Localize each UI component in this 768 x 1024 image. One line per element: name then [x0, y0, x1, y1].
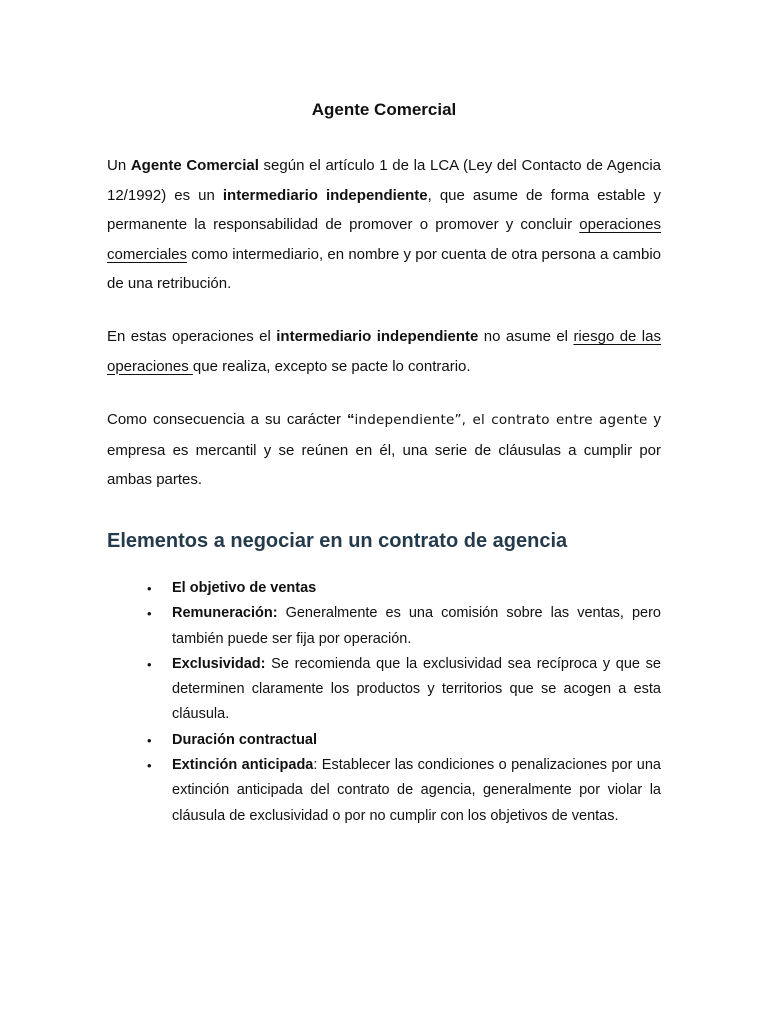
p1-text-1: Un [107, 157, 131, 174]
p2-text-2: no asume el [478, 328, 574, 345]
list-item [107, 753, 661, 829]
p2-text-3: que realiza, excepto se pacte lo contrario. [192, 357, 471, 375]
p1-text-3: , que asume de forma estable y permanente la responsabilidad de promover o promover y concluir [107, 186, 661, 233]
list-item-label: El objetivo de ventas [172, 580, 317, 596]
p1-text-4: como intermediario, en nombre y por cuenta de otra persona a cambio de una retribución. [107, 245, 661, 292]
list-item [107, 728, 661, 753]
paragraph-consequence [107, 405, 661, 495]
p1-text-2: según el artículo 1 de la LCA (Ley del Contacto de Agencia 12/1992) es un [107, 157, 661, 204]
p2-text-1: En estas operaciones el [107, 328, 277, 345]
p3-mono-independiente: independiente”, el contrato entre agente [354, 412, 648, 428]
p3-bold-quote: “ [346, 411, 355, 428]
list-item [107, 652, 661, 728]
bullet-icon: • [147, 656, 152, 672]
bullet-icon: • [147, 606, 152, 622]
list-item-label: Duración contractual [172, 731, 318, 748]
paragraph-risk [107, 322, 661, 381]
list-item-label: Exclusividad: [172, 655, 266, 672]
list-item [107, 601, 661, 652]
p2-underlined-riesgo: riesgo de las operaciones [107, 328, 661, 375]
section-heading: Elementos a negociar en un contrato de agencia [107, 530, 568, 552]
bullet-icon: • [147, 758, 152, 774]
list-item-text: Se recomienda que la exclusividad sea recíproca y que se determinen claramente los productos y territorios que se acogen a esta cláusula. [172, 655, 661, 723]
p3-text-1: Como consecuencia a su carácter [107, 411, 347, 428]
list-item [107, 576, 661, 601]
bullet-icon: • [147, 581, 152, 596]
list-item-label: Remuneración: [172, 605, 278, 622]
list-item-text: : Establecer las condiciones o penalizaciones por una extinción anticipada del contrato de agencia, generalmente por violar la cláusula de exclusividad o por no cumplir con los objetivos de ventas. [172, 757, 661, 824]
document-title: Agente Comercial [311, 100, 457, 119]
elements-list [107, 576, 661, 829]
list-item-label: Extinción anticipada [172, 757, 314, 774]
p3-text-2: y empresa es mercantil y se reúnen en él, una serie de cláusulas a cumplir por ambas partes. [107, 411, 662, 488]
p2-bold-intermediario: intermediario independiente [276, 328, 479, 345]
p1-bold-agente-comercial: Agente Comercial [130, 157, 259, 174]
bullet-icon: • [147, 732, 152, 748]
list-item-text: Generalmente es una comisión sobre las ventas, pero también puede ser fija por operación. [172, 605, 661, 647]
p1-underlined-operaciones: operaciones comerciales [107, 216, 661, 263]
paragraph-definition [107, 151, 661, 299]
p1-bold-intermediario: intermediario independiente [222, 186, 428, 204]
